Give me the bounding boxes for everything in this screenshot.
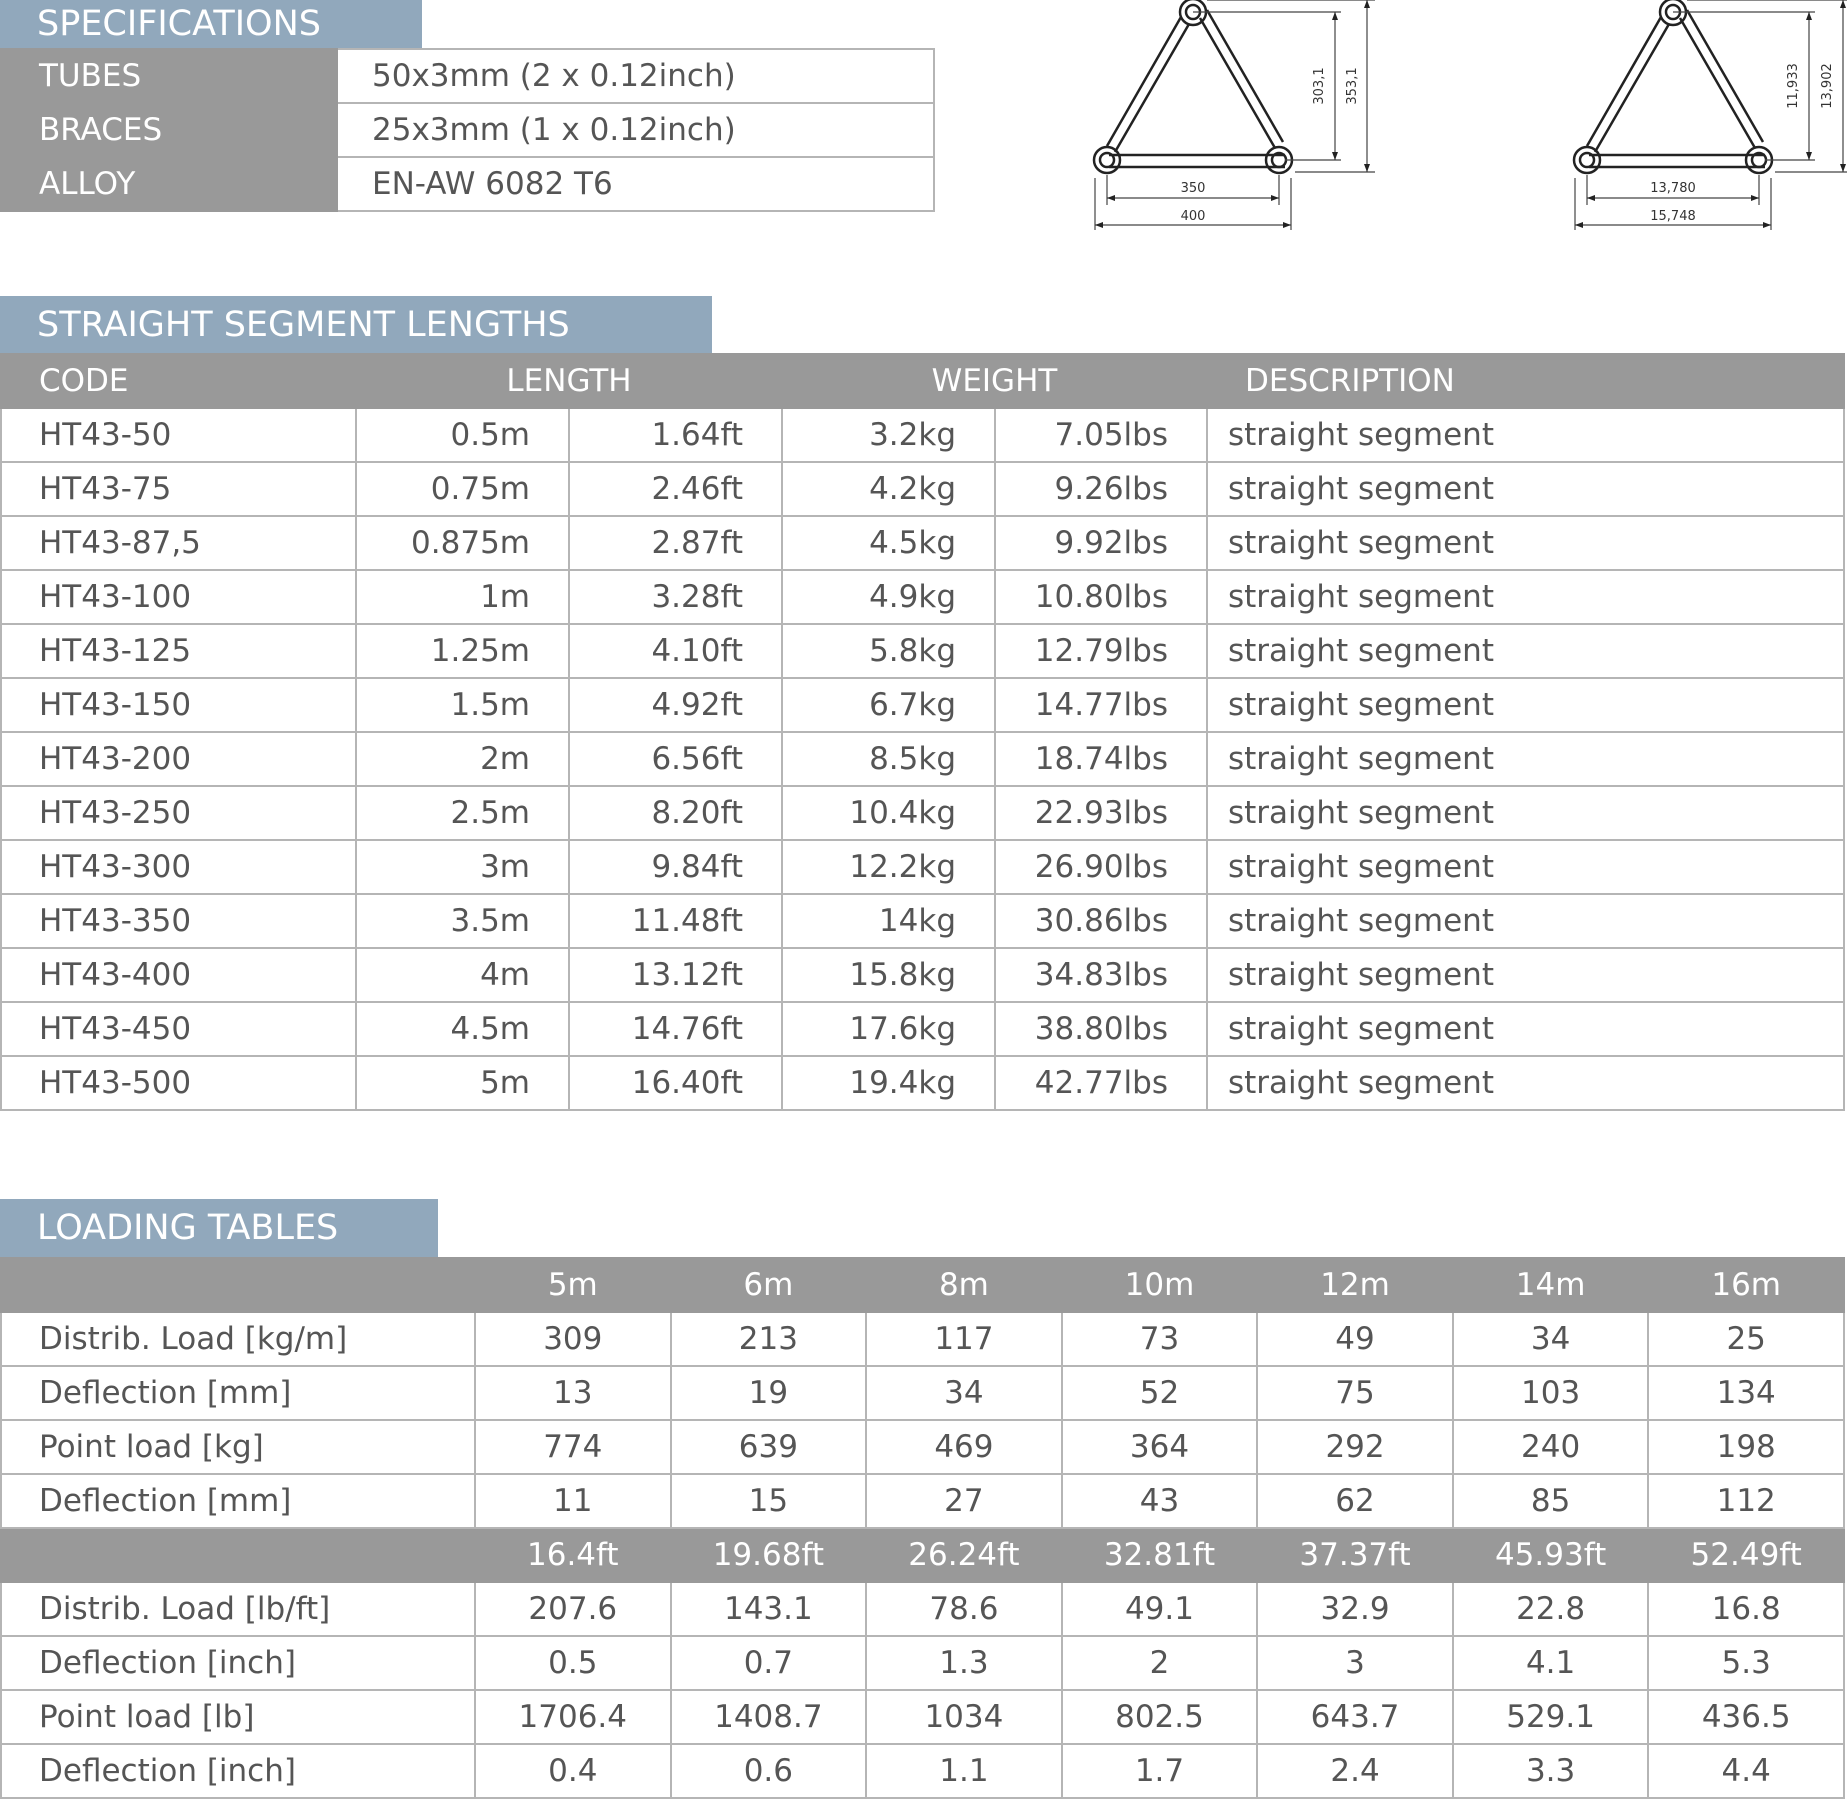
- loading-value: 49.1: [1062, 1582, 1258, 1636]
- span-header: 16.4ft: [475, 1528, 671, 1582]
- loading-value: 3.3: [1453, 1744, 1649, 1798]
- loading-row-label: Distrib. Load [kg/m]: [1, 1312, 475, 1366]
- segment-description: straight segment: [1207, 408, 1844, 462]
- header-weight: WEIGHT: [782, 354, 1207, 408]
- segment-length-ft: 4.92ft: [569, 678, 782, 732]
- segment-length-m: 1.5m: [356, 678, 569, 732]
- dim-outer-width: 15,748: [1650, 209, 1696, 224]
- span-header: 52.49ft: [1648, 1528, 1844, 1582]
- segment-weight-kg: 6.7kg: [782, 678, 995, 732]
- loading-row: [1, 1420, 1844, 1474]
- loading-value: 49: [1257, 1312, 1453, 1366]
- segment-length-m: 4.5m: [356, 1002, 569, 1056]
- loading-value: 1706.4: [475, 1690, 671, 1744]
- spec-value: 50x3mm (2 x 0.12inch): [337, 49, 934, 103]
- segment-row: [1, 516, 1844, 570]
- dim-outer-height: 13,902: [1820, 63, 1835, 109]
- segments-header-row: [1, 354, 1844, 408]
- span-header: 8m: [866, 1258, 1062, 1312]
- spec-label: ALLOY: [1, 157, 337, 211]
- segment-weight-lbs: 9.92lbs: [995, 516, 1207, 570]
- loading-row-label: Deflection [mm]: [1, 1366, 475, 1420]
- loading-value: 62: [1257, 1474, 1453, 1528]
- loading-title: LOADING TABLES: [0, 1199, 438, 1257]
- spec-label: BRACES: [1, 103, 337, 157]
- dim-outer-width: 400: [1180, 209, 1206, 224]
- segment-weight-lbs: 22.93lbs: [995, 786, 1207, 840]
- loading-row: [1, 1582, 1844, 1636]
- segment-weight-kg: 4.2kg: [782, 462, 995, 516]
- segment-description: straight segment: [1207, 624, 1844, 678]
- segment-weight-kg: 15.8kg: [782, 948, 995, 1002]
- segment-code: HT43-150: [1, 678, 356, 732]
- loading-value: 143.1: [671, 1582, 867, 1636]
- segment-weight-kg: 4.9kg: [782, 570, 995, 624]
- segment-row: [1, 786, 1844, 840]
- imperial-span-header-row: [1, 1528, 1844, 1582]
- segment-length-m: 2m: [356, 732, 569, 786]
- loading-value: 34: [1453, 1312, 1649, 1366]
- segment-length-ft: 4.10ft: [569, 624, 782, 678]
- span-header: 16m: [1648, 1258, 1844, 1312]
- segment-code: HT43-50: [1, 408, 356, 462]
- span-header: 37.37ft: [1257, 1528, 1453, 1582]
- spec-row-tubes: [1, 49, 934, 103]
- specifications-title: SPECIFICATIONS: [0, 0, 422, 48]
- loading-table: [0, 1257, 1845, 1799]
- loading-value: 198: [1648, 1420, 1844, 1474]
- loading-value: 802.5: [1062, 1690, 1258, 1744]
- segment-code: HT43-200: [1, 732, 356, 786]
- segment-description: straight segment: [1207, 462, 1844, 516]
- segment-row: [1, 408, 1844, 462]
- loading-value: 2.4: [1257, 1744, 1453, 1798]
- loading-value: 1034: [866, 1690, 1062, 1744]
- dim-inner-height: 11,933: [1786, 63, 1801, 109]
- loading-value: 1408.7: [671, 1690, 867, 1744]
- segment-code: HT43-350: [1, 894, 356, 948]
- loading-value: 27: [866, 1474, 1062, 1528]
- loading-value: 643.7: [1257, 1690, 1453, 1744]
- span-header: 26.24ft: [866, 1528, 1062, 1582]
- loading-row-label: Deflection [mm]: [1, 1474, 475, 1528]
- segment-length-m: 2.5m: [356, 786, 569, 840]
- loading-value: 774: [475, 1420, 671, 1474]
- segment-row: [1, 462, 1844, 516]
- segment-description: straight segment: [1207, 948, 1844, 1002]
- truss-diagram-metric: [1085, 0, 1385, 240]
- spec-value: EN-AW 6082 T6: [337, 157, 934, 211]
- loading-row: [1, 1636, 1844, 1690]
- segment-row: [1, 678, 1844, 732]
- span-header: 10m: [1062, 1258, 1258, 1312]
- segment-length-ft: 13.12ft: [569, 948, 782, 1002]
- segment-row: [1, 1002, 1844, 1056]
- segment-length-m: 0.5m: [356, 408, 569, 462]
- loading-row: [1, 1690, 1844, 1744]
- span-header: 32.81ft: [1062, 1528, 1258, 1582]
- loading-row-label: Deflection [inch]: [1, 1744, 475, 1798]
- segment-code: HT43-250: [1, 786, 356, 840]
- segment-description: straight segment: [1207, 516, 1844, 570]
- segment-description: straight segment: [1207, 1056, 1844, 1110]
- loading-value: 134: [1648, 1366, 1844, 1420]
- segment-length-ft: 2.87ft: [569, 516, 782, 570]
- segment-weight-kg: 3.2kg: [782, 408, 995, 462]
- loading-value: 207.6: [475, 1582, 671, 1636]
- spec-row-braces: [1, 103, 934, 157]
- span-header: 6m: [671, 1258, 867, 1312]
- segment-length-m: 5m: [356, 1056, 569, 1110]
- loading-value: 4.1: [1453, 1636, 1649, 1690]
- loading-value: 240: [1453, 1420, 1649, 1474]
- metric-span-header-row: [1, 1258, 1844, 1312]
- segment-weight-kg: 10.4kg: [782, 786, 995, 840]
- segment-row: [1, 840, 1844, 894]
- loading-value: 75: [1257, 1366, 1453, 1420]
- segment-description: straight segment: [1207, 570, 1844, 624]
- loading-row: [1, 1312, 1844, 1366]
- loading-value: 22.8: [1453, 1582, 1649, 1636]
- loading-value: 469: [866, 1420, 1062, 1474]
- loading-value: 364: [1062, 1420, 1258, 1474]
- segment-weight-kg: 5.8kg: [782, 624, 995, 678]
- segment-weight-lbs: 14.77lbs: [995, 678, 1207, 732]
- loading-value: 1.3: [866, 1636, 1062, 1690]
- loading-row: [1, 1744, 1844, 1798]
- specifications-table: [0, 48, 935, 212]
- segment-weight-lbs: 18.74lbs: [995, 732, 1207, 786]
- segment-row: [1, 624, 1844, 678]
- segment-length-ft: 14.76ft: [569, 1002, 782, 1056]
- loading-value: 5.3: [1648, 1636, 1844, 1690]
- loading-value: 13: [475, 1366, 671, 1420]
- header-code: CODE: [1, 354, 356, 408]
- segment-description: straight segment: [1207, 732, 1844, 786]
- segment-row: [1, 894, 1844, 948]
- segment-description: straight segment: [1207, 894, 1844, 948]
- segment-weight-kg: 4.5kg: [782, 516, 995, 570]
- segment-weight-lbs: 10.80lbs: [995, 570, 1207, 624]
- segment-weight-kg: 17.6kg: [782, 1002, 995, 1056]
- segment-row: [1, 948, 1844, 1002]
- dim-inner-height: 303,1: [1312, 67, 1327, 105]
- loading-value: 4.4: [1648, 1744, 1844, 1798]
- dim-inner-width: 350: [1180, 181, 1206, 196]
- segment-weight-kg: 19.4kg: [782, 1056, 995, 1110]
- segment-length-ft: 3.28ft: [569, 570, 782, 624]
- segment-length-m: 1.25m: [356, 624, 569, 678]
- loading-row: [1, 1474, 1844, 1528]
- segment-length-m: 3m: [356, 840, 569, 894]
- loading-row-label: Point load [kg]: [1, 1420, 475, 1474]
- truss-diagram-imperial: [1565, 0, 1847, 240]
- segment-row: [1, 570, 1844, 624]
- segment-code: HT43-400: [1, 948, 356, 1002]
- segment-weight-lbs: 42.77lbs: [995, 1056, 1207, 1110]
- loading-value: 19: [671, 1366, 867, 1420]
- segment-code: HT43-500: [1, 1056, 356, 1110]
- span-header: 45.93ft: [1453, 1528, 1649, 1582]
- segment-length-ft: 11.48ft: [569, 894, 782, 948]
- header-description: DESCRIPTION: [1207, 354, 1844, 408]
- segments-title: STRAIGHT SEGMENT LENGTHS: [0, 296, 712, 353]
- segment-length-ft: 2.46ft: [569, 462, 782, 516]
- header-blank: [1, 1528, 475, 1582]
- segment-length-ft: 16.40ft: [569, 1056, 782, 1110]
- segment-weight-kg: 12.2kg: [782, 840, 995, 894]
- segment-length-m: 3.5m: [356, 894, 569, 948]
- segment-weight-kg: 8.5kg: [782, 732, 995, 786]
- segment-row: [1, 1056, 1844, 1110]
- segment-code: HT43-450: [1, 1002, 356, 1056]
- loading-value: 32.9: [1257, 1582, 1453, 1636]
- span-header: 5m: [475, 1258, 671, 1312]
- segment-weight-lbs: 30.86lbs: [995, 894, 1207, 948]
- segment-code: HT43-75: [1, 462, 356, 516]
- segment-length-m: 0.875m: [356, 516, 569, 570]
- loading-value: 73: [1062, 1312, 1258, 1366]
- loading-value: 34: [866, 1366, 1062, 1420]
- loading-value: 1.1: [866, 1744, 1062, 1798]
- segment-weight-lbs: 7.05lbs: [995, 408, 1207, 462]
- segment-description: straight segment: [1207, 678, 1844, 732]
- header-length: LENGTH: [356, 354, 782, 408]
- segments-table: [0, 353, 1845, 1111]
- segment-length-m: 1m: [356, 570, 569, 624]
- span-header: 19.68ft: [671, 1528, 867, 1582]
- loading-value: 112: [1648, 1474, 1844, 1528]
- segment-weight-lbs: 38.80lbs: [995, 1002, 1207, 1056]
- segment-weight-lbs: 34.83lbs: [995, 948, 1207, 1002]
- dim-inner-width: 13,780: [1650, 181, 1696, 196]
- loading-row-label: Distrib. Load [lb/ft]: [1, 1582, 475, 1636]
- loading-value: 3: [1257, 1636, 1453, 1690]
- segment-description: straight segment: [1207, 840, 1844, 894]
- loading-value: 2: [1062, 1636, 1258, 1690]
- loading-value: 117: [866, 1312, 1062, 1366]
- loading-value: 0.4: [475, 1744, 671, 1798]
- loading-value: 103: [1453, 1366, 1649, 1420]
- segment-weight-lbs: 12.79lbs: [995, 624, 1207, 678]
- loading-value: 85: [1453, 1474, 1649, 1528]
- loading-value: 78.6: [866, 1582, 1062, 1636]
- header-blank: [1, 1258, 475, 1312]
- segment-description: straight segment: [1207, 786, 1844, 840]
- span-header: 12m: [1257, 1258, 1453, 1312]
- segment-weight-lbs: 26.90lbs: [995, 840, 1207, 894]
- loading-value: 11: [475, 1474, 671, 1528]
- segment-weight-kg: 14kg: [782, 894, 995, 948]
- segment-code: HT43-87,5: [1, 516, 356, 570]
- dim-outer-height: 353,1: [1345, 67, 1360, 105]
- loading-value: 1.7: [1062, 1744, 1258, 1798]
- loading-value: 52: [1062, 1366, 1258, 1420]
- segment-length-m: 0.75m: [356, 462, 569, 516]
- loading-value: 639: [671, 1420, 867, 1474]
- loading-value: 15: [671, 1474, 867, 1528]
- segment-row: [1, 732, 1844, 786]
- segment-length-m: 4m: [356, 948, 569, 1002]
- loading-value: 25: [1648, 1312, 1844, 1366]
- loading-value: 16.8: [1648, 1582, 1844, 1636]
- loading-value: 0.7: [671, 1636, 867, 1690]
- loading-value: 292: [1257, 1420, 1453, 1474]
- span-header: 14m: [1453, 1258, 1649, 1312]
- segment-code: HT43-125: [1, 624, 356, 678]
- segment-code: HT43-100: [1, 570, 356, 624]
- segment-length-ft: 6.56ft: [569, 732, 782, 786]
- spec-row-alloy: [1, 157, 934, 211]
- loading-value: 43: [1062, 1474, 1258, 1528]
- loading-row: [1, 1366, 1844, 1420]
- segment-length-ft: 1.64ft: [569, 408, 782, 462]
- loading-row-label: Deflection [inch]: [1, 1636, 475, 1690]
- segment-length-ft: 9.84ft: [569, 840, 782, 894]
- loading-value: 0.6: [671, 1744, 867, 1798]
- loading-value: 529.1: [1453, 1690, 1649, 1744]
- segment-length-ft: 8.20ft: [569, 786, 782, 840]
- spec-value: 25x3mm (1 x 0.12inch): [337, 103, 934, 157]
- segment-description: straight segment: [1207, 1002, 1844, 1056]
- loading-value: 0.5: [475, 1636, 671, 1690]
- loading-value: 436.5: [1648, 1690, 1844, 1744]
- loading-value: 309: [475, 1312, 671, 1366]
- segment-code: HT43-300: [1, 840, 356, 894]
- loading-value: 213: [671, 1312, 867, 1366]
- loading-row-label: Point load [lb]: [1, 1690, 475, 1744]
- segment-weight-lbs: 9.26lbs: [995, 462, 1207, 516]
- spec-label: TUBES: [1, 49, 337, 103]
